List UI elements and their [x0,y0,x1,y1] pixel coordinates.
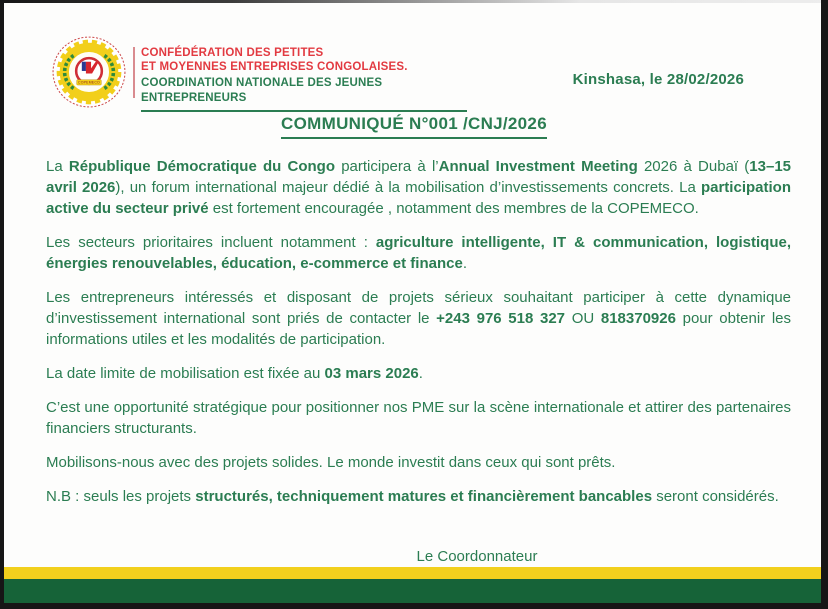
title-row [0,114,828,139]
copemeco-logo-icon [51,35,127,109]
text-run: seront considérés. [652,488,779,505]
text-run: participation active du secteur privé [46,179,791,217]
text-run: Les secteurs prioritaires incluent notamment : [46,234,376,251]
frame-edge-right [821,0,828,609]
text-run: structurés, techniquement matures et financièrement bancables [195,488,653,505]
text-run: Annual Investment Meeting [438,158,638,175]
text-run: OU [565,310,601,327]
text-run: La [46,158,69,175]
text-run: 13–15 avril 2026 [46,158,792,196]
logo-banner-text: COPEMECO [78,80,100,85]
text-run: participera à l’ [335,158,439,175]
frame-edge-bottom [0,603,828,609]
paragraph [46,287,791,350]
paragraph [46,452,791,473]
text-run: agriculture intelligente, IT & communication, logistique, énergies renouvelables, éducation, e-commerce et finance [46,234,791,272]
emblem-blue-bar [82,62,86,71]
text-run: Mobilisons-nous avec des projets solides. Le monde investit dans ceux qui sont prêts. [46,454,616,471]
footer-stripe-yellow [4,567,821,579]
text-run: . [462,255,467,272]
communique-body [46,156,791,520]
text-run: Les entrepreneurs intéressés et disposant de projets sérieux souhaitant participer à cette dynamique d’investissement international sont priés de contacter le [46,289,791,327]
frame-edge-top [0,0,828,3]
frame-edge-left [0,0,4,609]
org-underline [141,110,467,112]
paragraph [46,486,791,507]
text-run: 03 mars 2026 [324,365,419,382]
signature-title: Le Coordonnateur [416,548,538,565]
org-name-line2: ET MOYENNES ENTREPRISES CONGOLAISES. [141,61,408,73]
text-run: 2026 à Dubaï ( [637,158,750,175]
communique-title: COMMUNIQUÉ N°001 /CNJ/2026 [281,114,547,139]
paragraph [46,397,791,439]
organization-block [141,46,481,112]
signature-row [0,548,828,566]
paragraph [46,363,791,384]
letterhead-divider [133,47,135,98]
org-name-line3: COORDINATION NATIONALE DES JEUNES ENTREPRENEURS [141,77,383,104]
footer-stripe-green [4,579,821,603]
paragraph [46,232,791,274]
paragraph [46,156,791,219]
text-run: . [418,365,423,382]
text-run: est fortement encouragée , notamment des membres de la COPEMECO. [208,200,699,217]
text-run: pour obtenir les informations utiles et les modalités de participation. [46,310,791,348]
text-run: C’est une opportunité stratégique pour positionner nos PME sur la scène internationale et attirer des partenaires financiers structurants. [46,399,791,437]
text-run: 818370926 [600,310,676,327]
place-and-date: Kinshasa, le 28/02/2026 [572,71,744,88]
org-name-line1: CONFÉDÉRATION DES PETITES [141,47,324,59]
text-run: N.B : seuls les projets [46,488,196,505]
text-run: La date limite de mobilisation est fixée au [46,365,325,382]
text-run: +243 976 518 327 [436,310,566,327]
text-run: République Démocratique du Congo [68,158,335,175]
text-run: ), un forum international majeur dédié à la mobilisation d’investissements concrets. La [115,179,701,196]
